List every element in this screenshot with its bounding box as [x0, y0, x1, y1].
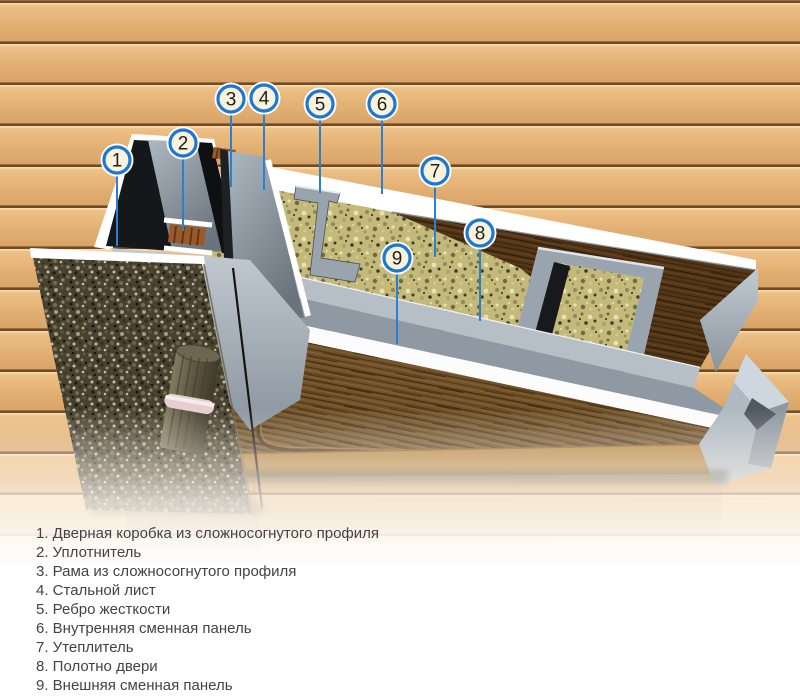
legend-item-8: 8. Полотно двери [36, 658, 158, 675]
legend-item-7: 7. Утеплитель [36, 639, 134, 656]
callout-number: 7 [429, 161, 441, 183]
callout-number: 1 [111, 150, 123, 172]
legend-item-2: 2. Уплотнитель [36, 544, 142, 561]
legend-item-6: 6. Внутренняя сменная панель [36, 620, 252, 637]
legend-item-5: 5. Ребро жесткости [36, 601, 171, 618]
callout-number: 6 [376, 94, 388, 116]
callout-number: 2 [177, 133, 189, 155]
callout-number: 5 [314, 94, 326, 116]
callout-number: 9 [391, 248, 403, 270]
callout-number: 8 [474, 223, 486, 245]
legend-item-3: 3. Рама из сложносогнутого профиля [36, 563, 297, 580]
legend [36, 524, 379, 695]
legend-item-9: 9. Внешняя сменная панель [36, 677, 233, 694]
callout-number: 3 [225, 89, 237, 111]
legend-item-1: 1. Дверная коробка из сложносогнутого профиля [36, 525, 380, 542]
callout-number: 4 [258, 88, 270, 110]
legend-item-4: 4. Стальной лист [36, 582, 156, 599]
